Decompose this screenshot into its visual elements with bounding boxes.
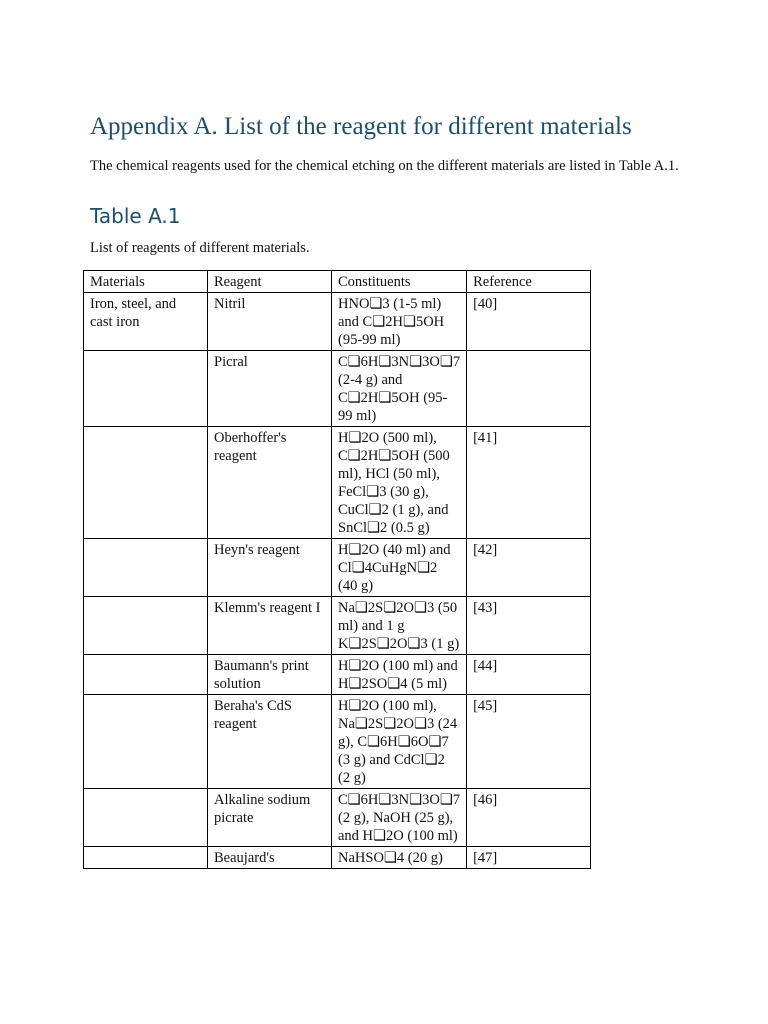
cell-constituents: H❏2O (100 ml) and H❏2SO❏4 (5 ml) — [332, 655, 467, 695]
appendix-title: Appendix A. List of the reagent for different materials — [90, 113, 632, 140]
cell-constituents: C❏6H❏3N❏3O❏7 (2 g), NaOH (25 g), and H❏2O (100 ml) — [332, 789, 467, 847]
cell-reagent: Baumann's print solution — [208, 655, 332, 695]
cell-constituents: NaHSO❏4 (20 g) — [332, 847, 467, 869]
table-row — [84, 539, 591, 597]
cell-reference: [43] — [467, 597, 591, 655]
cell-material — [84, 597, 208, 655]
cell-reference: [42] — [467, 539, 591, 597]
cell-material — [84, 351, 208, 427]
cell-material — [84, 427, 208, 539]
cell-material — [84, 695, 208, 789]
cell-reagent: Heyn's reagent — [208, 539, 332, 597]
cell-reference — [467, 351, 591, 427]
cell-reagent: Nitril — [208, 293, 332, 351]
cell-reference: [46] — [467, 789, 591, 847]
header-reagent: Reagent — [208, 271, 332, 293]
cell-reference: [40] — [467, 293, 591, 351]
table-row — [84, 427, 591, 539]
header-constituents: Constituents — [332, 271, 467, 293]
cell-constituents: H❏2O (100 ml), Na❏2S❏2O❏3 (24 g), C❏6H❏6O❏7 (3 g) and CdCl❏2 (2 g) — [332, 695, 467, 789]
cell-material: Iron, steel, and cast iron — [84, 293, 208, 351]
intro-paragraph: The chemical reagents used for the chemical etching on the different materials are listed in Table A.1. — [90, 158, 679, 174]
cell-material — [84, 789, 208, 847]
table-row — [84, 695, 591, 789]
cell-reference: [41] — [467, 427, 591, 539]
table-row — [84, 789, 591, 847]
table-caption: List of reagents of different materials. — [90, 240, 310, 256]
table-row — [84, 847, 591, 869]
header-reference: Reference — [467, 271, 591, 293]
cell-constituents: H❏2O (500 ml), C❏2H❏5OH (500 ml), HCl (50 ml), FeCl❏3 (30 g), CuCl❏2 (1 g), and SnCl❏2 (0.5 g) — [332, 427, 467, 539]
cell-reagent: Picral — [208, 351, 332, 427]
cell-constituents: HNO❏3 (1-5 ml) and C❏2H❏5OH (95-99 ml) — [332, 293, 467, 351]
table-row — [84, 655, 591, 695]
cell-reagent: Alkaline sodium picrate — [208, 789, 332, 847]
table-heading: Table A.1 — [90, 204, 181, 228]
table-header-row — [84, 271, 591, 293]
cell-reference: [44] — [467, 655, 591, 695]
table-row — [84, 293, 591, 351]
cell-reagent: Beaujard's — [208, 847, 332, 869]
reagents-table — [83, 270, 591, 869]
cell-constituents: Na❏2S❏2O❏3 (50 ml) and 1 g K❏2S❏2O❏3 (1 g) — [332, 597, 467, 655]
table-row — [84, 351, 591, 427]
cell-material — [84, 847, 208, 869]
header-materials: Materials — [84, 271, 208, 293]
cell-material — [84, 539, 208, 597]
cell-reference: [47] — [467, 847, 591, 869]
cell-constituents: H❏2O (40 ml) and Cl❏4CuHgN❏2 (40 g) — [332, 539, 467, 597]
cell-material — [84, 655, 208, 695]
cell-reagent: Oberhoffer's reagent — [208, 427, 332, 539]
cell-reagent: Beraha's CdS reagent — [208, 695, 332, 789]
cell-reagent: Klemm's reagent I — [208, 597, 332, 655]
table-row — [84, 597, 591, 655]
cell-reference: [45] — [467, 695, 591, 789]
cell-constituents: C❏6H❏3N❏3O❏7 (2-4 g) and C❏2H❏5OH (95-99 ml) — [332, 351, 467, 427]
